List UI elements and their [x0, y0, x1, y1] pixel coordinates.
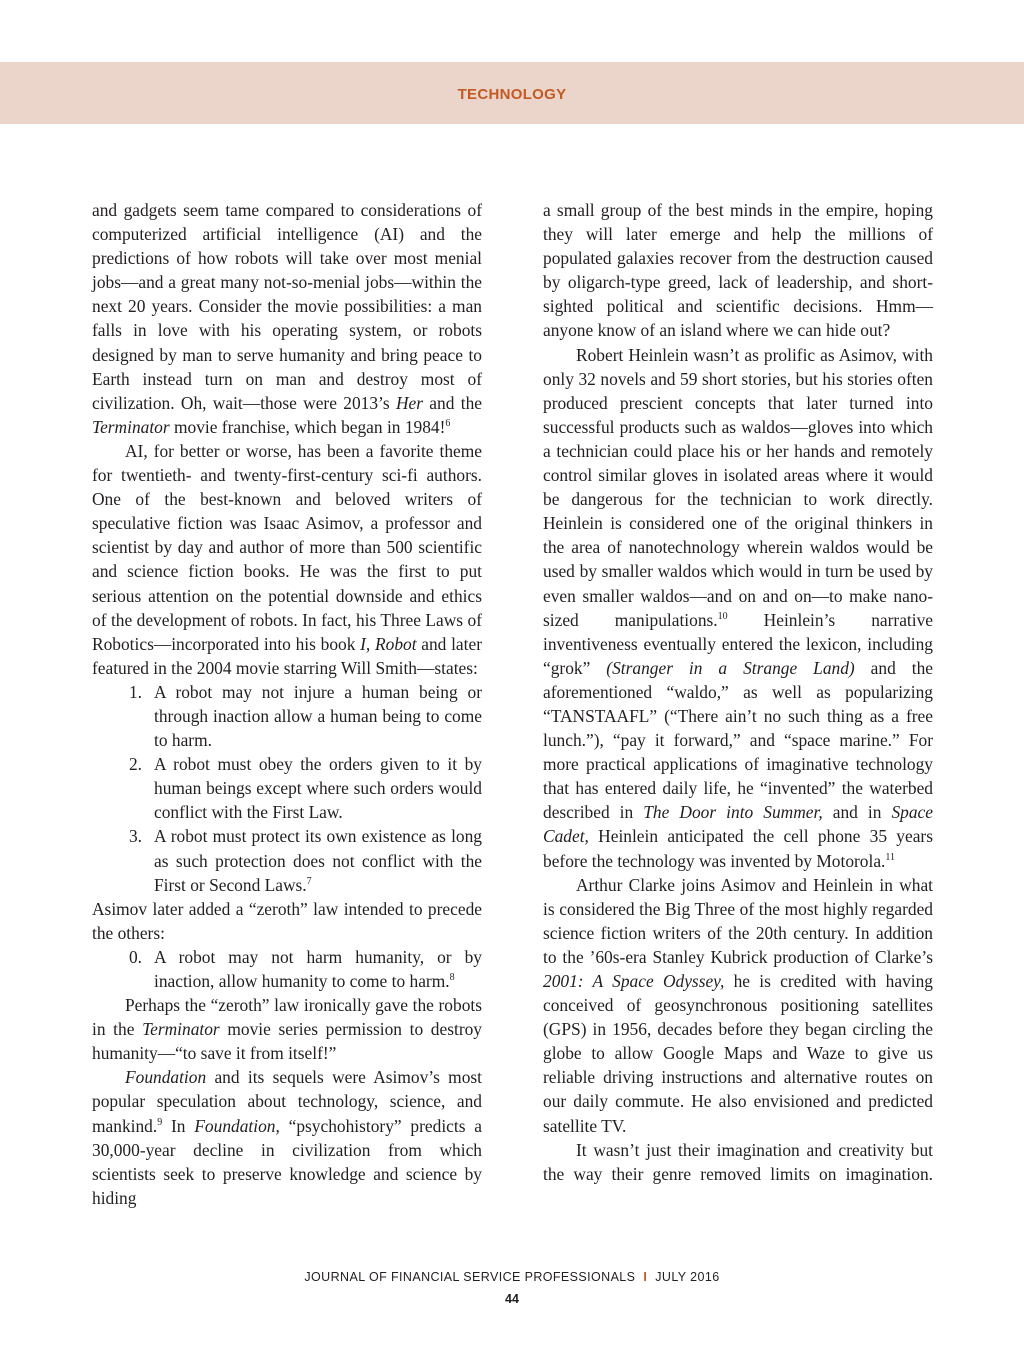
paragraph: a small group of the best minds in the empire, hoping they will later emerge and help the millions of populated galaxies recover from the destruction caused by oligarch-type greed, lack of leadership, and short-sighted political and scientific decisions. Hmm—anyone know of an island where we can hide out?	[543, 200, 933, 341]
book-title: Foundation	[125, 1067, 207, 1088]
right-column	[543, 198, 933, 1186]
list-item: 0. A robot may not harm humanity, or by inaction, allow humanity to come to harm.$^8$	[128, 946, 482, 991]
left-column	[92, 198, 482, 1210]
section-title: TECHNOLOGY	[457, 86, 567, 103]
paragraph: Perhaps the “zeroth” law ironically gave the robots in the Terminator movie series permission to destroy humanity—“to save it from itself!”	[92, 995, 483, 1064]
list-item: 2. A robot must obey the orders given to it by human beings except where such orders would conflict with the First Law.	[128, 754, 482, 823]
list-item: 3. A robot must protect its own existence as long as such protection does not conflict with the First or Second Laws.$^7$	[128, 826, 482, 895]
movie-title: Her	[395, 392, 423, 413]
journal-name: JOURNAL OF FINANCIAL SERVICE PROFESSIONALS	[304, 1270, 636, 1284]
book-title: (Stranger in a Strange Land)	[606, 657, 855, 678]
paragraph: Asimov later added a “zeroth” law intended to precede the others:	[92, 898, 482, 943]
movie-title: Terminator	[142, 1019, 220, 1040]
footnote-ref: 6	[445, 417, 451, 429]
paragraph: It wasn’t just their imagination and creativity but the way their genre removed limits on imagination.	[543, 1139, 933, 1184]
footer-separator: I	[643, 1270, 648, 1284]
list-item: 1. A robot may not injure a human being or through inaction allow a human being to come to harm.	[128, 681, 482, 751]
paragraph: and gadgets seem tame compared to considerations of computerized artificial intelligence (AI) and the predictions of how robots will take over most menial jobs—and a great many not-so-menial jobs—within the next 20 years. Consider the movie possibilities: a man falls in love with his operating system, or robots designed by man to serve humanity and bring peace to Earth instead turn on man and destroy most of civilization. Oh, wait—those were 2013’s Her and the Terminator movie franchise, which began in 1984!$^6$	[92, 200, 482, 437]
laws-list	[92, 680, 482, 897]
movie-title: 2001: A Space Odyssey,	[543, 971, 725, 991]
paragraph: AI, for better or worse, has been a favorite theme for twentieth- and twenty-first-century sci-fi authors. One of the best-known and beloved writers of speculative fiction was Isaac Asimov, a professor and scientist by day and author of more than 500 scientific and science fiction books. He was the first to put serious attention on the potential downside and ethics of the development of robots. In fact, his Three Laws of Robotics—incorporated into his book I, Robot and later featured in the 2004 movie starring Will Smith—states:	[92, 440, 482, 678]
paragraph: Foundation and its sequels were Asimov’s most popular speculation about technology, science, and mankind.$^9$ In Foundation, “psychohistory” predicts a 30,000-year decline in civilization from which scientists seek to preserve knowledge and science by hiding	[92, 1067, 483, 1208]
zeroth-law-list	[92, 945, 482, 993]
book-title: The Door into Summer,	[643, 802, 823, 823]
movie-title: Terminator	[92, 416, 170, 437]
footnote-ref: 11	[885, 851, 896, 863]
paragraph: Arthur Clarke joins Asimov and Heinlein in what is considered the Big Three of the most highly regarded science fiction writers of the 20th century. In addition to the ’60s-era Stanley Kubrick production of Clarke’s 2001: A Space Odyssey, he is credited with having conceived of geosynchronous positioning satellites (GPS) in 1956, decades before they began circling the globe to allow Google Maps and Waze to give us reliable driving instructions and alternative routes on our daily commute. He also envisioned and predicted satellite TV.	[543, 874, 933, 1136]
footnote-ref: 9	[157, 1116, 163, 1128]
footnote-ref: 10	[717, 610, 728, 622]
footnote-ref: 8	[449, 972, 455, 983]
issue-date: JULY 2016	[655, 1270, 720, 1284]
book-title: Foundation,	[194, 1115, 280, 1136]
paragraph: Robert Heinlein wasn’t as prolific as Asimov, with only 32 novels and 59 short stories, but his stories often produced prescient concepts that later turned into successful products such as waldos—gloves into which a technician could place his or her hands and remotely control similar gloves in isolated areas where it would be dangerous for the technician to work directly. Heinlein is considered one of the original thinkers in the area of nanotechnology wherein waldos would be used by smaller waldos which would in turn be used by even smaller waldos—and on and on—to make nano-sized manipulations.$^{10}$ Heinlein’s narrative inventiveness eventually entered the lexicon, including “grok” (Stranger in a Strange Land) and the aforementioned “waldo,” as well as popularizing “TANSTAAFL” (“There ain’t no such thing as a free lunch.”), “pay it forward,” and “space marine.” For more practical applications of imaginative technology that has entered daily life, he “invented” the waterbed described in The Door into Summer, and in Space Cadet, Heinlein anticipated the cell phone 35 years before the technology was invented by Motorola.$^{11}$	[543, 344, 933, 871]
book-title: I, Robot	[360, 633, 417, 654]
journal-footer	[0, 1269, 1024, 1285]
page-number: 44	[505, 1292, 519, 1306]
footnote-ref: 7	[306, 875, 312, 887]
book-title: Space Cadet,	[543, 802, 933, 847]
